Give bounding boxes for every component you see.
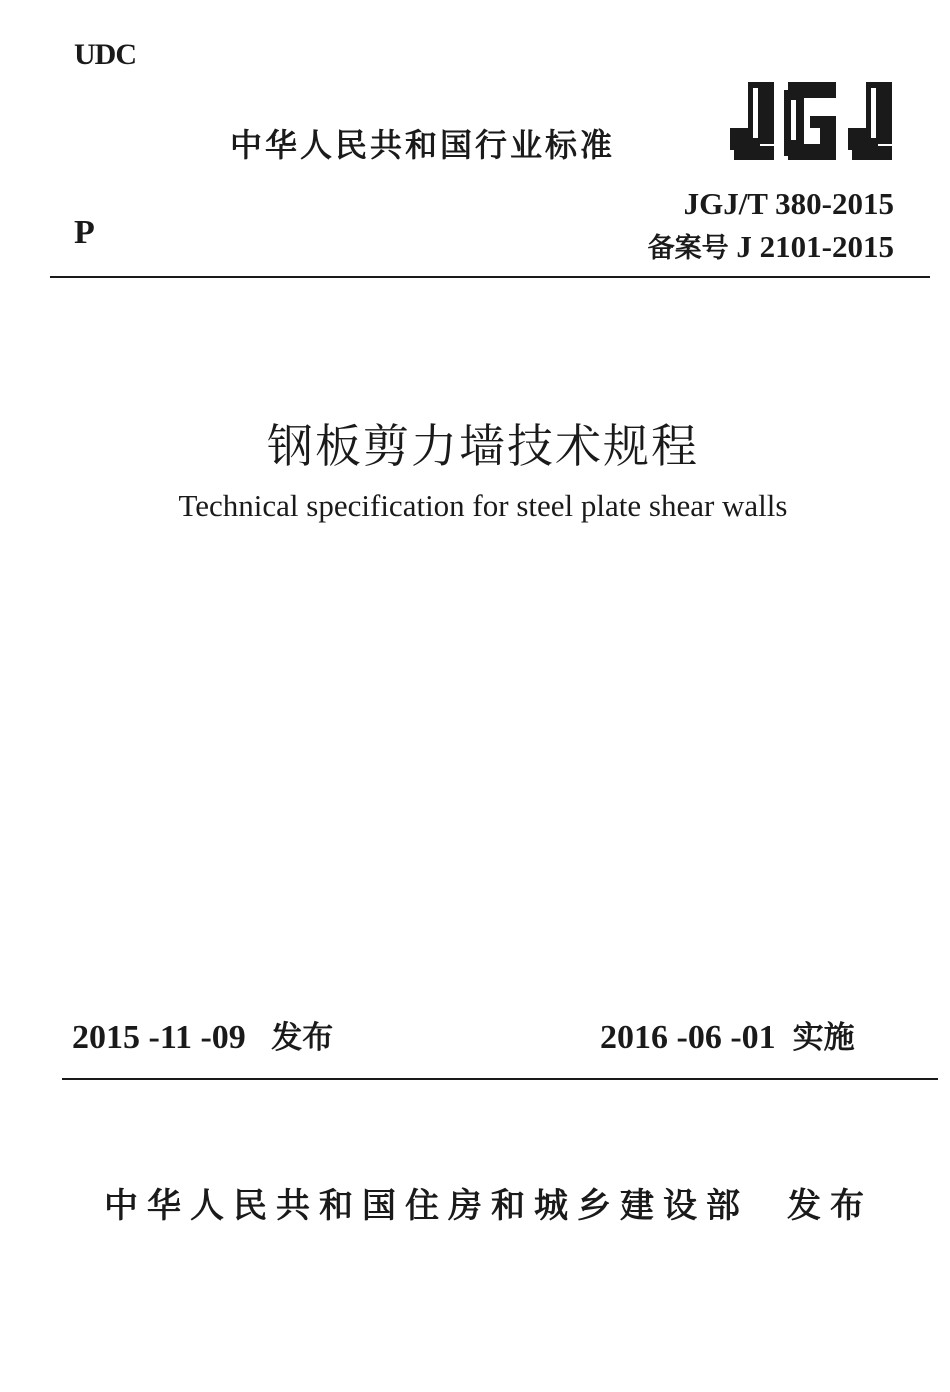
title-english: Technical specification for steel plate shear walls bbox=[178, 488, 788, 523]
implement-date-line bbox=[600, 1012, 855, 1057]
record-number: J 2101-2015 bbox=[736, 229, 894, 264]
issue-date-line bbox=[72, 1012, 333, 1057]
udc-label: UDC bbox=[74, 38, 136, 71]
record-label: 备案号 bbox=[647, 233, 729, 264]
title-chinese: 钢板剪力墙技术规程 bbox=[267, 419, 699, 473]
standard-type: 中华人民共和国行业标准 bbox=[230, 126, 616, 164]
publisher-action: 发布 bbox=[787, 1186, 873, 1226]
bottom-divider bbox=[62, 1078, 938, 1080]
top-divider bbox=[50, 276, 930, 278]
issue-label: 发布 bbox=[271, 1020, 334, 1056]
implement-label: 实施 bbox=[792, 1020, 855, 1056]
standard-code: JGJ/T 380-2015 bbox=[683, 186, 894, 221]
implement-date: 2016 -06 -01 bbox=[600, 1019, 776, 1056]
jgj-logo bbox=[726, 78, 896, 164]
publisher-name: 中华人民共和国住房和城乡建设部 bbox=[104, 1186, 749, 1226]
classification-code: P bbox=[74, 214, 95, 251]
record-number-line bbox=[648, 226, 894, 265]
publisher-line bbox=[104, 1178, 873, 1227]
issue-date: 2015 -11 -09 bbox=[72, 1019, 246, 1056]
